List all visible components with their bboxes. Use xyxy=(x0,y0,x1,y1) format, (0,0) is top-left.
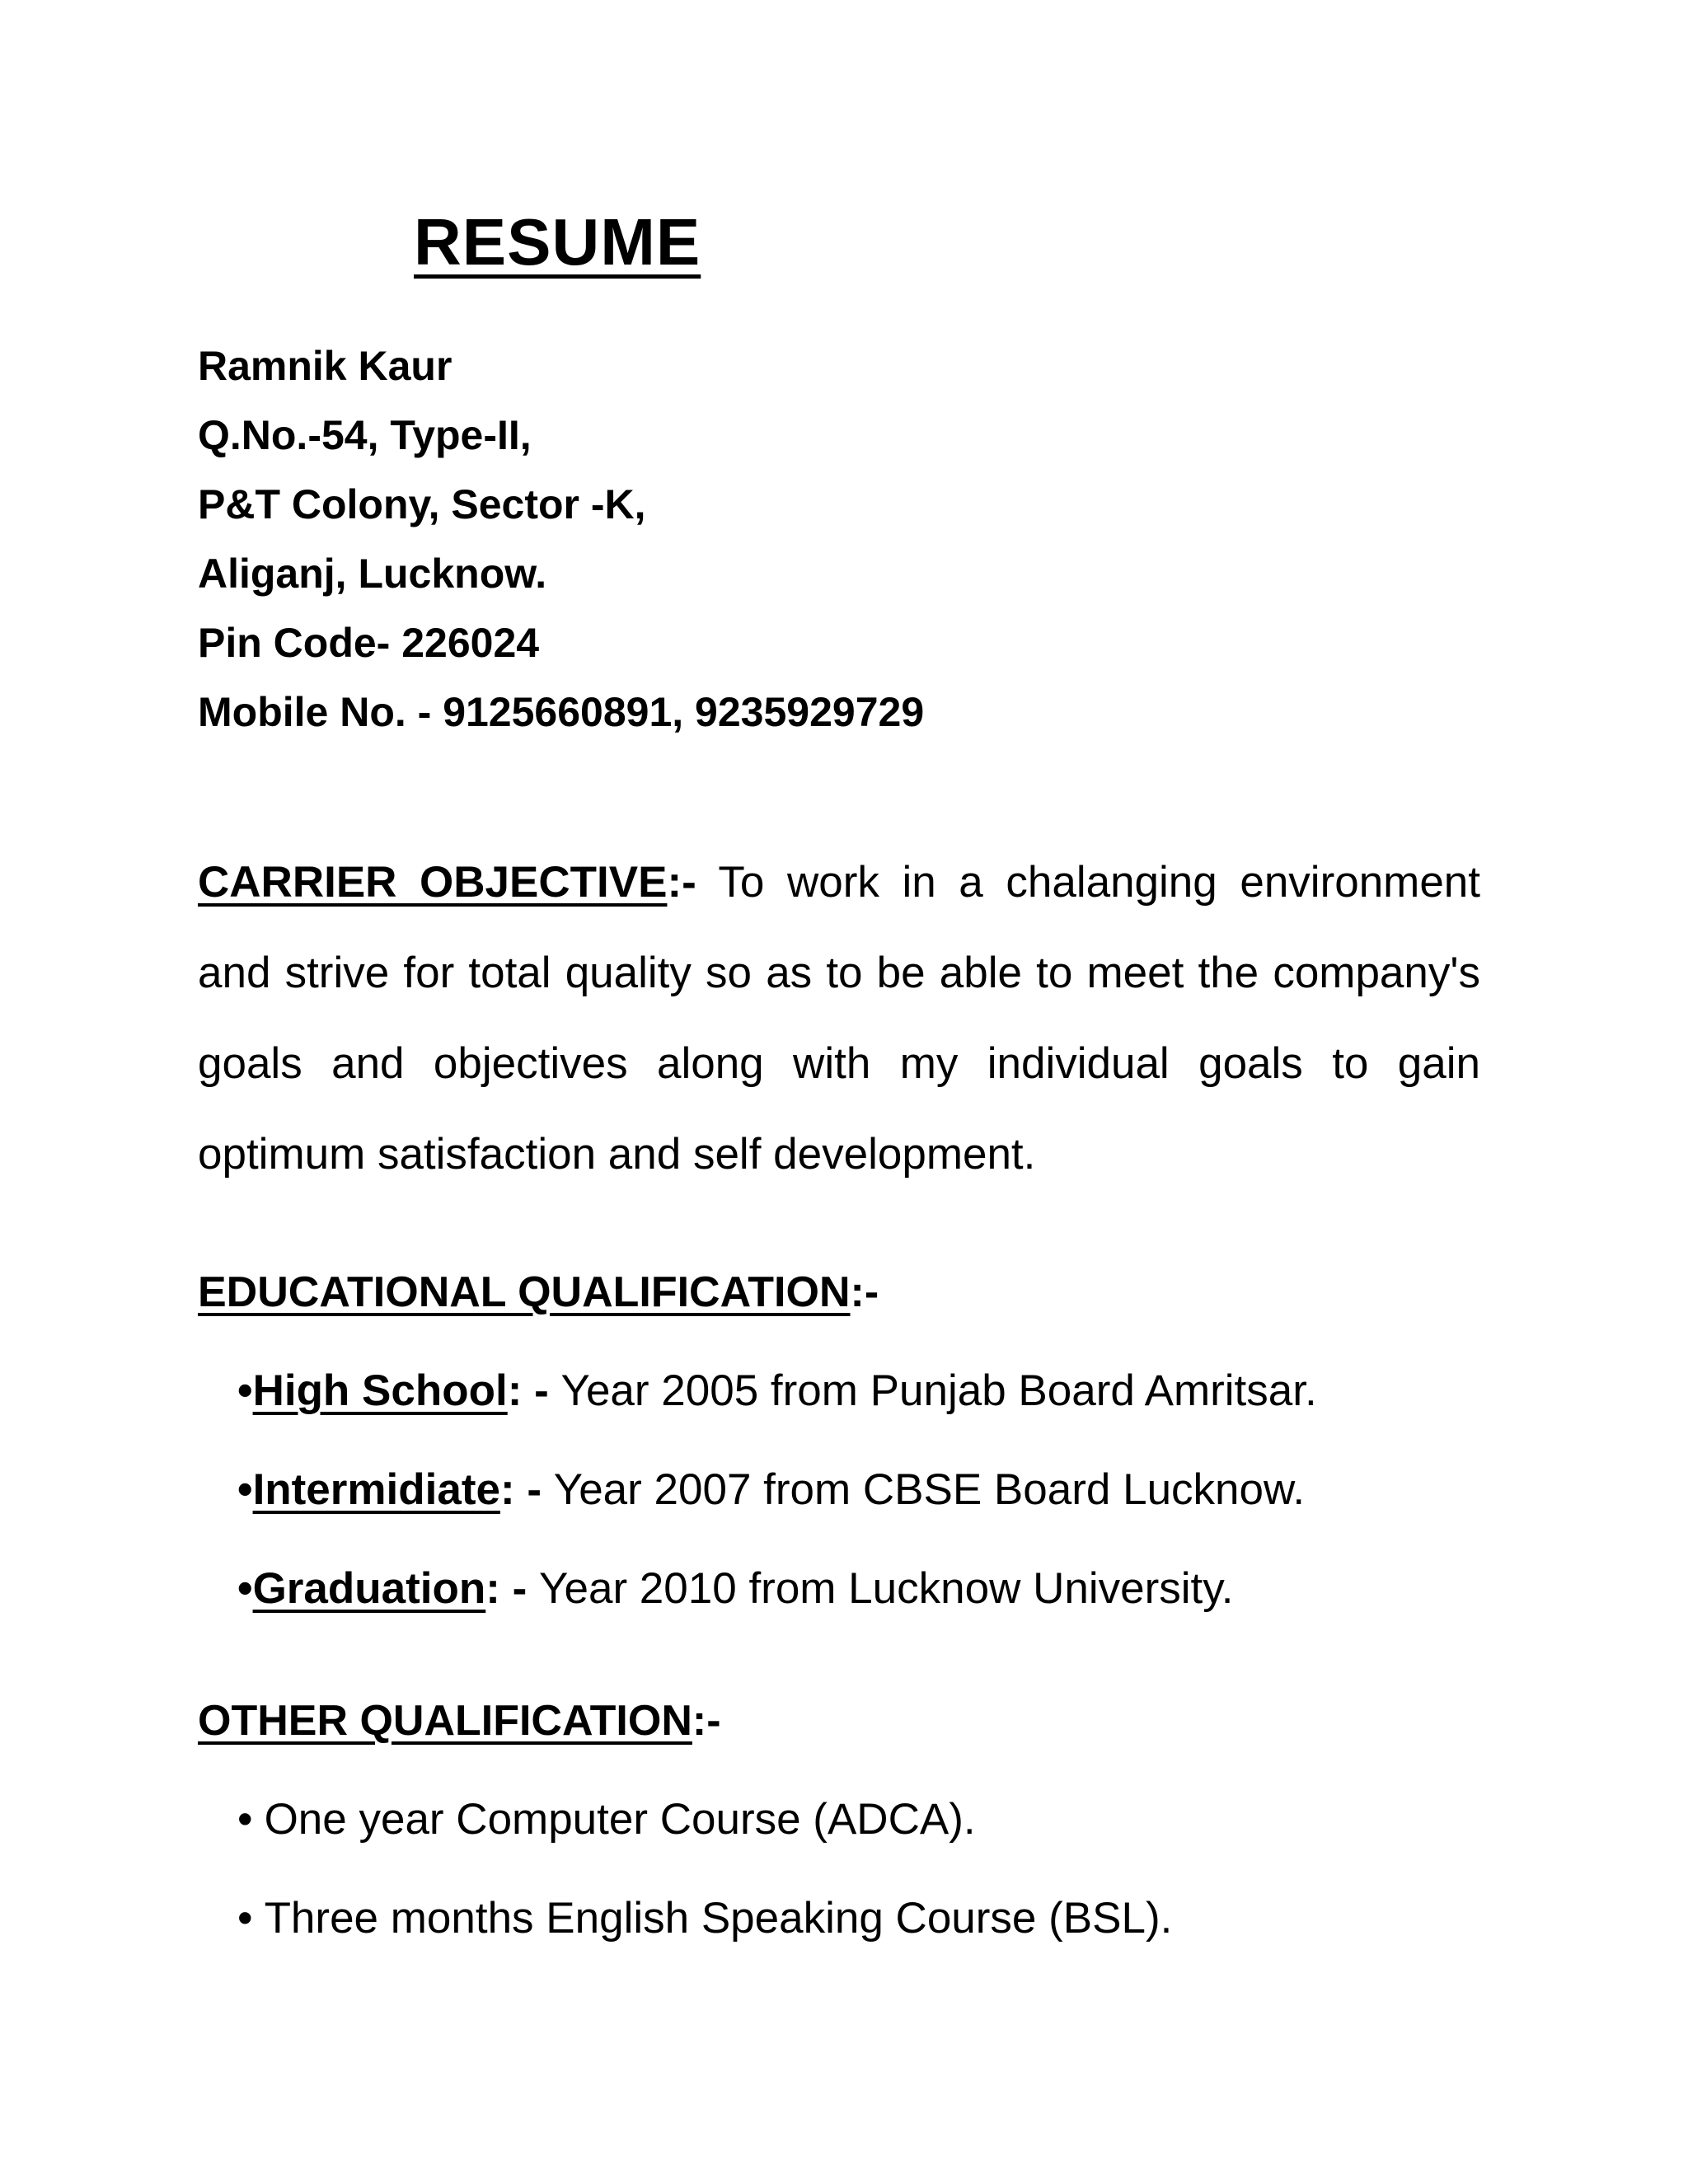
education-level-label: Graduation xyxy=(252,1564,486,1613)
education-level-label: High School xyxy=(252,1366,508,1415)
education-heading-separator: :- xyxy=(850,1268,879,1316)
bullet-icon: • xyxy=(237,1795,253,1844)
education-detail: Year 2005 from Punjab Board Amritsar. xyxy=(560,1366,1317,1415)
mobile-number: Mobile No. - 9125660891, 9235929729 xyxy=(198,689,925,735)
bullet-icon: • xyxy=(237,1564,253,1613)
education-level xyxy=(253,1564,539,1613)
address-line-3: Aliganj, Lucknow. xyxy=(198,551,547,597)
education-detail: Year 2007 from CBSE Board Lucknow. xyxy=(553,1465,1306,1514)
education-level-separator: : - xyxy=(485,1564,539,1613)
pin-code: Pin Code- 226024 xyxy=(198,620,540,666)
education-heading xyxy=(198,1268,879,1317)
other-heading-label: OTHER QUALIFICATION xyxy=(198,1697,692,1745)
bullet-icon: • xyxy=(237,1894,253,1943)
objective-heading xyxy=(198,858,696,907)
list-item xyxy=(237,1869,1172,1968)
contact-block xyxy=(198,331,924,747)
other-qualification-list xyxy=(237,1770,1172,1968)
objective-text: To work in a chalanging environment and strive for total quality so as to be able to meet the company's goals and objectives along with my individual goals to gain optimum satisfaction and self development. xyxy=(198,858,1480,1179)
education-level xyxy=(253,1366,561,1415)
education-detail: Year 2010 from Lucknow University. xyxy=(539,1564,1234,1613)
objective-heading-label: CARRIER OBJECTIVE xyxy=(198,858,668,907)
list-item xyxy=(237,1540,1317,1638)
career-objective xyxy=(198,837,1480,1200)
education-level xyxy=(253,1465,554,1514)
objective-heading-separator: :- xyxy=(667,858,696,907)
list-item xyxy=(237,1770,1172,1869)
bullet-icon: • xyxy=(237,1465,253,1514)
education-list xyxy=(237,1342,1317,1638)
address-line-1: Q.No.-54, Type-II, xyxy=(198,412,532,458)
bullet-icon: • xyxy=(237,1366,253,1415)
applicant-name: Ramnik Kaur xyxy=(198,343,452,389)
qualification-text: Three months English Speaking Course (BSL). xyxy=(264,1894,1173,1943)
other-qualification-heading xyxy=(198,1696,721,1746)
list-item xyxy=(237,1342,1317,1441)
education-heading-label: EDUCATIONAL QUALIFICATION xyxy=(198,1268,851,1316)
page-title: RESUME xyxy=(414,205,701,279)
education-level-separator: : - xyxy=(499,1465,554,1514)
list-item xyxy=(237,1441,1317,1540)
other-heading-separator: :- xyxy=(692,1697,721,1745)
qualification-text: One year Computer Course (ADCA). xyxy=(264,1795,976,1844)
education-level-label: Intermidiate xyxy=(252,1465,500,1514)
education-level-separator: : - xyxy=(507,1366,561,1415)
address-line-2: P&T Colony, Sector -K, xyxy=(198,481,646,527)
